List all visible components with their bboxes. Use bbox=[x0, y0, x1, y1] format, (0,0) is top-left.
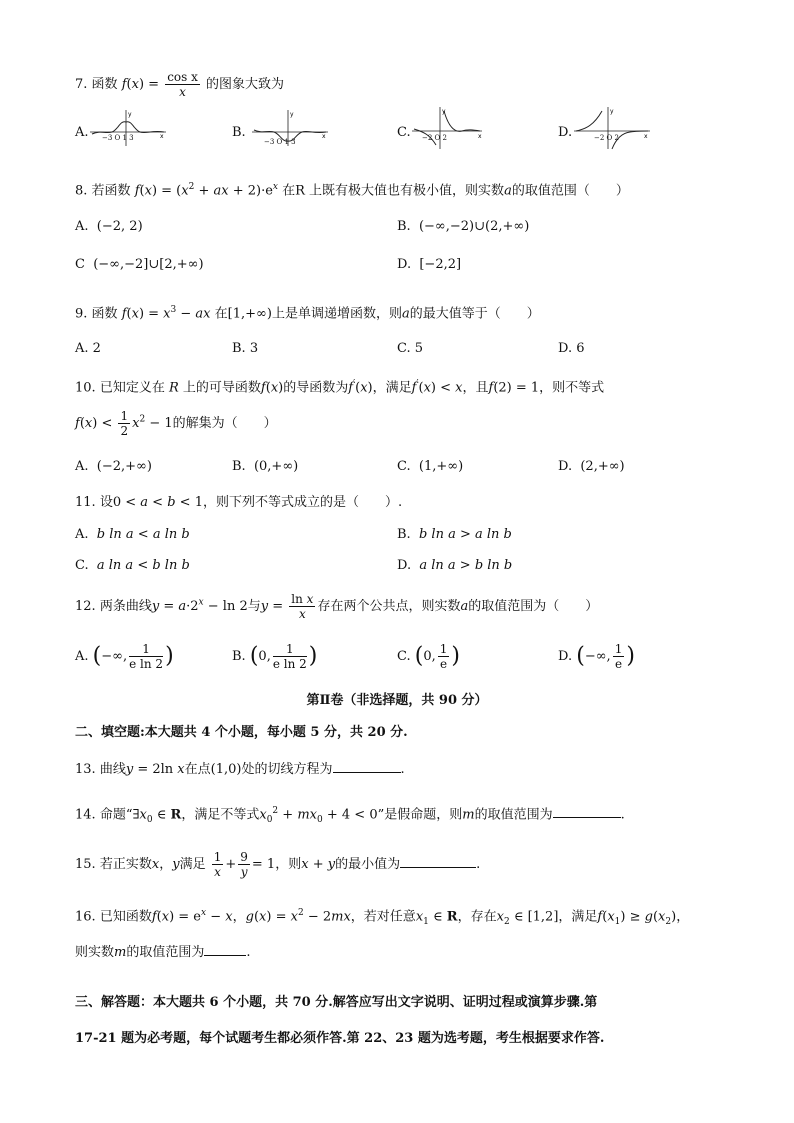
q7-option-d-label[interactable]: D. bbox=[558, 125, 573, 140]
q9-option-a[interactable]: A. 2 bbox=[75, 341, 101, 356]
q12-stem: 12. 两条曲线$y = a\cdot 2^x - \ln 2$与y = $\frac{\text{ln x}}{x}$ 存在两个公共点，则实数a的取值范围为（ ） bbox=[75, 592, 599, 621]
q8-option-b[interactable]: B. (−∞,−2)∪(2,+∞) bbox=[397, 219, 530, 234]
q11-option-c[interactable]: C. a ln a < b ln b bbox=[75, 558, 190, 573]
q11-stem: 11. 设0 < a < b < 1，则下列不等式成立的是（ ）. bbox=[75, 495, 403, 510]
svg-text:x: x bbox=[478, 133, 482, 140]
svg-text:x: x bbox=[644, 133, 648, 140]
q9-option-c[interactable]: C. 5 bbox=[397, 341, 424, 356]
svg-text:x: x bbox=[160, 133, 164, 140]
q8-option-c[interactable]: C (−∞,−2]∪[2,+∞) bbox=[75, 257, 204, 272]
q15-answer-blank[interactable] bbox=[400, 855, 476, 868]
q10-option-b[interactable]: B. (0,+∞) bbox=[232, 459, 299, 474]
q15-stem: 15. 若正实数x，y满足 $\frac{1}{x}$ + $\frac{9}{y}$ = 1，则x + y的最小值为 . bbox=[75, 850, 481, 879]
q7-option-c-ticks: −2 O 2 bbox=[422, 134, 447, 142]
q10-inequality: f(x) < $\frac{1}{2}$ $x^2 - 1$的解集为（ ） bbox=[75, 409, 277, 438]
svg-text:y: y bbox=[128, 111, 132, 118]
q13-stem: 13. 曲线y = 2ln x在点(1,0)处的切线方程为 . bbox=[75, 762, 405, 777]
q8-option-d[interactable]: D. [−2,2] bbox=[397, 257, 462, 272]
q7-option-d-ticks: −2 O 2 bbox=[594, 134, 619, 142]
q14-stem: 14. 命题“$\exists x_0$ ∈ R，满足不等式$x_0^2 + mx_0 + 4 < 0$”是假命题，则m的取值范围为 . bbox=[75, 806, 625, 825]
q16-stem-line2: 则实数m的取值范围为 . bbox=[75, 945, 251, 960]
q10-stem: 10. 已知定义在 R 上的可导函数f(x)的导函数为f′(x)，满足f′(x) < x，且f(2) = 1，则不等式 bbox=[75, 379, 605, 396]
q7-option-a-label[interactable]: A. bbox=[75, 125, 89, 140]
q7-option-a-ticks: −3 O 1 3 bbox=[102, 134, 134, 142]
q7-stem: 7. 函数 f(x) = $\frac{\text{cos x}}{x}$ 的图象大致为 bbox=[75, 70, 285, 99]
q13-answer-blank[interactable] bbox=[333, 760, 401, 773]
q14-answer-blank[interactable] bbox=[553, 805, 621, 818]
q12-option-c[interactable]: C. (0, $\frac{1}{e}$ ) bbox=[397, 642, 460, 671]
svg-text:x: x bbox=[322, 133, 326, 140]
q12-option-d[interactable]: D. (−∞, $\frac{1}{e}$ ) bbox=[558, 642, 635, 671]
part2-title: 第Ⅱ卷（非选择题，共 90 分） bbox=[306, 693, 488, 708]
q9-option-b[interactable]: B. 3 bbox=[232, 341, 259, 356]
q11-option-a[interactable]: A. b ln a < a ln b bbox=[75, 527, 190, 542]
q12-option-a[interactable]: A. (−∞, $\frac{1}{\text{e ln 2}}$ ) bbox=[75, 642, 174, 671]
q16-stem: 16. 已知函数$f(x) = e^x - x$，$g(x) = x^2 - 2mx$，若对任意$x_1$ ∈ R，存在$x_2$ ∈ [1,2]，满足$f(x_1) \ge g(x_2)$， bbox=[75, 908, 690, 927]
svg-text:y: y bbox=[442, 108, 446, 115]
q8-option-a[interactable]: A. (−2, 2) bbox=[75, 219, 143, 234]
q11-option-b[interactable]: B. b ln a > a ln b bbox=[397, 527, 512, 542]
q7-fraction: $\frac{\text{cos x}}{x}$ bbox=[167, 70, 198, 99]
q9-option-d[interactable]: D. 6 bbox=[558, 341, 585, 356]
svg-text:y: y bbox=[290, 111, 294, 118]
q7-option-a-graph[interactable] bbox=[88, 108, 168, 148]
section3-heading-line2: 17-21 题为必考题，每个试题考生都必须作答.第 22、23 题为选考题，考生根据要求作答. bbox=[75, 1031, 605, 1046]
section3-heading-line1: 三、解答题：本大题共 6 个小题，共 70 分.解答应写出文字说明、证明过程或演算步骤.第 bbox=[75, 995, 598, 1010]
q9-stem: 9. 函数 $f(x) = x^3$ − ax 在[1,+∞)上是单调递增函数，则a的最大值等于（ ） bbox=[75, 305, 540, 322]
q10-option-a[interactable]: A. (−2,+∞) bbox=[75, 459, 152, 474]
q11-option-d[interactable]: D. a ln a > b ln b bbox=[397, 558, 513, 573]
q10-option-d[interactable]: D. (2,+∞) bbox=[558, 459, 625, 474]
section2-heading: 二、填空题:本大题共 4 个小题，每小题 5 分，共 20 分. bbox=[75, 725, 408, 740]
q7-option-c-graph[interactable] bbox=[410, 105, 485, 151]
q12-option-b[interactable]: B. (0, $\frac{1}{\text{e ln 2}}$ ) bbox=[232, 642, 318, 671]
q7-option-d-graph[interactable] bbox=[572, 105, 652, 151]
q7-option-b-ticks: −3 O 1 3 bbox=[264, 138, 296, 146]
q7-option-b-label[interactable]: B. bbox=[232, 125, 246, 140]
svg-text:y: y bbox=[610, 108, 614, 115]
q8-stem: 8. 若函数 $f(x) = (x^2$ + ax + $2)\cdot e^x$ 在R 上既有极大值也有极小值，则实数a的取值范围（ ） bbox=[75, 182, 629, 199]
q7-option-c-label[interactable]: C. bbox=[397, 125, 411, 140]
q10-option-c[interactable]: C. (1,+∞) bbox=[397, 459, 464, 474]
q16-answer-blank[interactable] bbox=[204, 943, 246, 956]
